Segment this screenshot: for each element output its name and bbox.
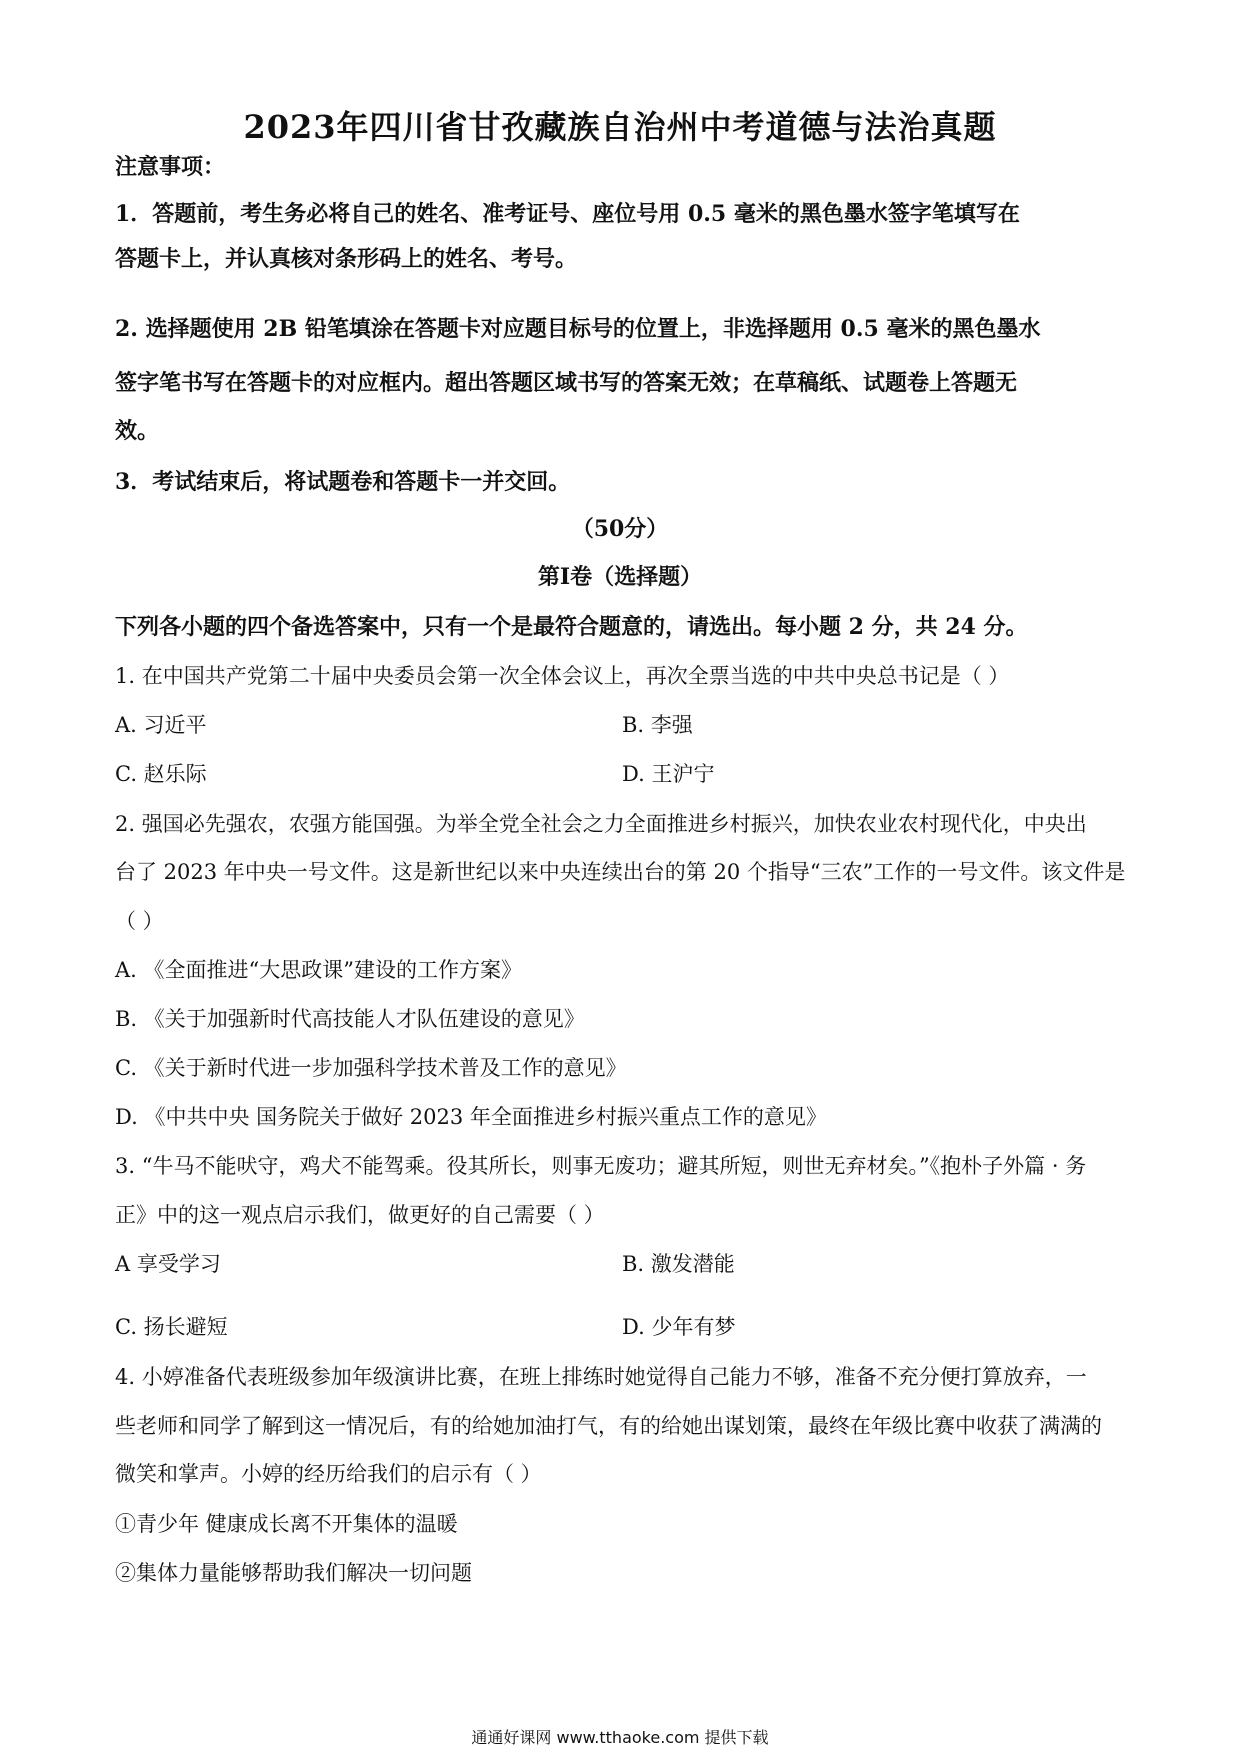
- q1-option-a: A. 习近平: [115, 713, 207, 737]
- q1-stem: 1. 在中国共产党第二十届中央委员会第一次全体会议上，再次全票当选的中共中央总书记是（ ）: [115, 664, 1010, 688]
- notice-item-3: 3．考试结束后，将试题卷和答题卡一并交回。: [115, 469, 571, 495]
- q4-stem-line-3: 微笑和掌声。小婷的经历给我们的启示有（ ）: [115, 1462, 542, 1486]
- q2-option-d: D. 《中共中央 国务院关于做好 2023 年全面推进乡村振兴重点工作的意见》: [115, 1105, 827, 1129]
- q2-option-c: C. 《关于新时代进一步加强科学技术普及工作的意见》: [115, 1056, 627, 1080]
- q3-stem-line-1: 3. “牛马不能吠守，鸡犬不能驾乘。役其所长，则事无废功；避其所短，则世无弃材矣。”《抱朴子外篇 · 务: [115, 1154, 1087, 1178]
- q4-statement-1: ①青少年 健康成长离不开集体的温暖: [115, 1512, 458, 1536]
- q2-stem-line-2: 台了 2023 年中央一号文件。这是新世纪以来中央连续出台的第 20 个指导“三农”工作的一号文件。该文件是: [115, 860, 1126, 884]
- q3-stem-line-2: 正》中的这一观点启示我们，做更好的自己需要（ ）: [115, 1203, 605, 1227]
- q1-option-b: B. 李强: [622, 713, 693, 737]
- q4-statement-2: ②集体力量能够帮助我们解决一切问题: [115, 1561, 472, 1585]
- footer-source: 通通好课网 www.tthaoke.com 提供下载: [471, 1728, 769, 1747]
- q4-stem-line-2: 些老师和同学了解到这一情况后，有的给她加油打气，有的给她出谋划策，最终在年级比赛中收获了满满的: [115, 1414, 1102, 1438]
- q3-option-b: B. 激发潜能: [622, 1252, 735, 1276]
- notice-item-2-line-1: 2. 选择题使用 2B 铅笔填涂在答题卡对应题目标号的位置上，非选择题用 0.5 毫米的黑色墨水: [115, 316, 1041, 342]
- notice-item-1-line-2: 答题卡上，并认真核对条形码上的姓名、考号。: [115, 246, 578, 272]
- q2-option-b: B. 《关于加强新时代高技能人才队伍建设的意见》: [115, 1007, 585, 1031]
- choice-instruction: 下列各小题的四个备选答案中，只有一个是最符合题意的，请选出。每小题 2 分，共 24 分。: [115, 614, 1028, 640]
- notice-item-1-line-1: 1．答题前，考生务必将自己的姓名、准考证号、座位号用 0.5 毫米的黑色墨水签字笔填写在: [115, 201, 1020, 227]
- section-title: 第Ⅰ卷（选择题）: [537, 564, 703, 590]
- q1-option-c: C. 赵乐际: [115, 762, 207, 786]
- q3-option-d: D. 少年有梦: [622, 1315, 736, 1339]
- exam-title: 2023年四川省甘孜藏族自治州中考道德与法治真题: [243, 108, 997, 146]
- q3-option-c: C. 扬长避短: [115, 1315, 228, 1339]
- score-label: （50分）: [571, 516, 669, 542]
- q2-stem-line-3: （ ）: [115, 909, 164, 933]
- notice-item-2-line-3: 效。: [115, 418, 160, 444]
- q3-option-a: A 享受学习: [115, 1252, 221, 1276]
- q2-stem-line-1: 2. 强国必先强农，农强方能国强。为举全党全社会之力全面推进乡村振兴，加快农业农村现代化，中央出: [115, 812, 1087, 836]
- q2-option-a: A. 《全面推进“大思政课”建设的工作方案》: [115, 958, 522, 982]
- notice-item-2-line-2: 签字笔书写在答题卡的对应框内。超出答题区域书写的答案无效；在草稿纸、试题卷上答题无: [115, 370, 1018, 396]
- notice-heading: 注意事项：: [115, 154, 226, 180]
- q1-option-d: D. 王沪宁: [622, 762, 715, 786]
- q4-stem-line-1: 4. 小婷准备代表班级参加年级演讲比赛，在班上排练时她觉得自己能力不够，准备不充分便打算放弃，一: [115, 1365, 1087, 1389]
